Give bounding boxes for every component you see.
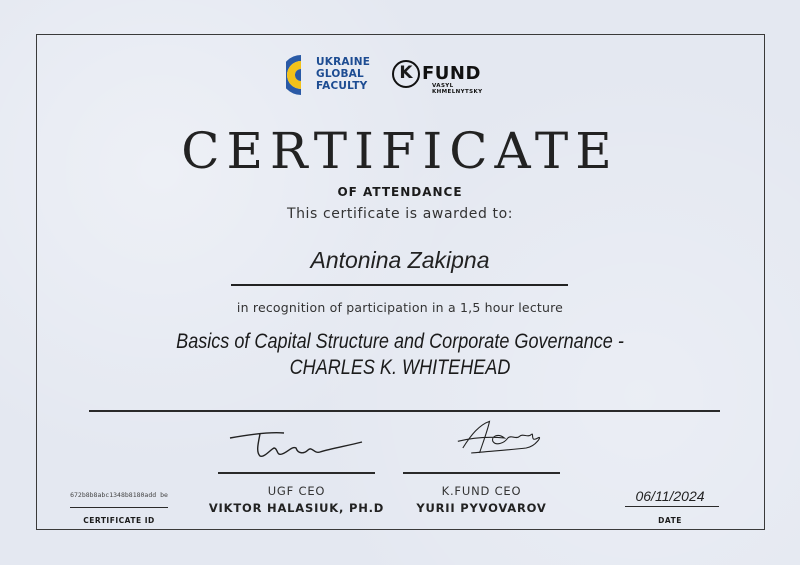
recipient-underline: [231, 284, 568, 286]
ugf-logo-text: [316, 56, 370, 92]
awarded-text: This certificate is awarded to:: [286, 206, 514, 222]
divider-line: [89, 410, 720, 412]
recipient-name: Antonina Zakipna: [310, 247, 490, 273]
signature-ugf-ceo: [222, 424, 392, 464]
date-value: 06/11/2024: [635, 488, 705, 504]
ugf-line-2: GLOBAL: [316, 68, 364, 80]
name-ugf-ceo: VIKTOR HALASIUK, PH.D: [208, 501, 385, 515]
course-title: Basics of Capital Structure and Corporate Governance - CHARLES K. WHITEHEAD: [176, 330, 624, 379]
ugf-globe-icon: [286, 53, 316, 97]
name-kfund-ceo: YURII PYVOVAROV: [416, 501, 547, 515]
certificate-id-label: CERTIFICATE ID: [83, 516, 155, 525]
date-line: [625, 506, 719, 507]
recognition-text: in recognition of participation in a 1,5 hour lecture: [236, 300, 564, 315]
certificate-id-value: 672b8b8abc1348b8180add be: [70, 491, 168, 499]
date-label: DATE: [658, 516, 682, 525]
role-kfund-ceo: K.FUND CEO: [441, 484, 522, 498]
kfund-logo-subtitle: VASYL KHMELNYTSKY: [432, 83, 483, 95]
ugf-line-3: FACULTY: [316, 80, 368, 92]
kfund-logo-mark: K: [392, 60, 420, 88]
signature-line-kfund: [403, 472, 560, 474]
kfund-logo-name: FUND: [422, 63, 481, 84]
certificate-id-line: [70, 507, 168, 508]
certificate-border: [36, 34, 765, 530]
certificate-title: CERTIFICATE: [181, 122, 619, 180]
signature-kfund-ceo: [432, 418, 602, 458]
certificate-subtitle: OF ATTENDANCE: [337, 185, 463, 199]
role-ugf-ceo: UGF CEO: [267, 484, 326, 498]
signature-line-ugf: [218, 472, 375, 474]
ugf-line-1: UKRAINE: [316, 56, 371, 68]
